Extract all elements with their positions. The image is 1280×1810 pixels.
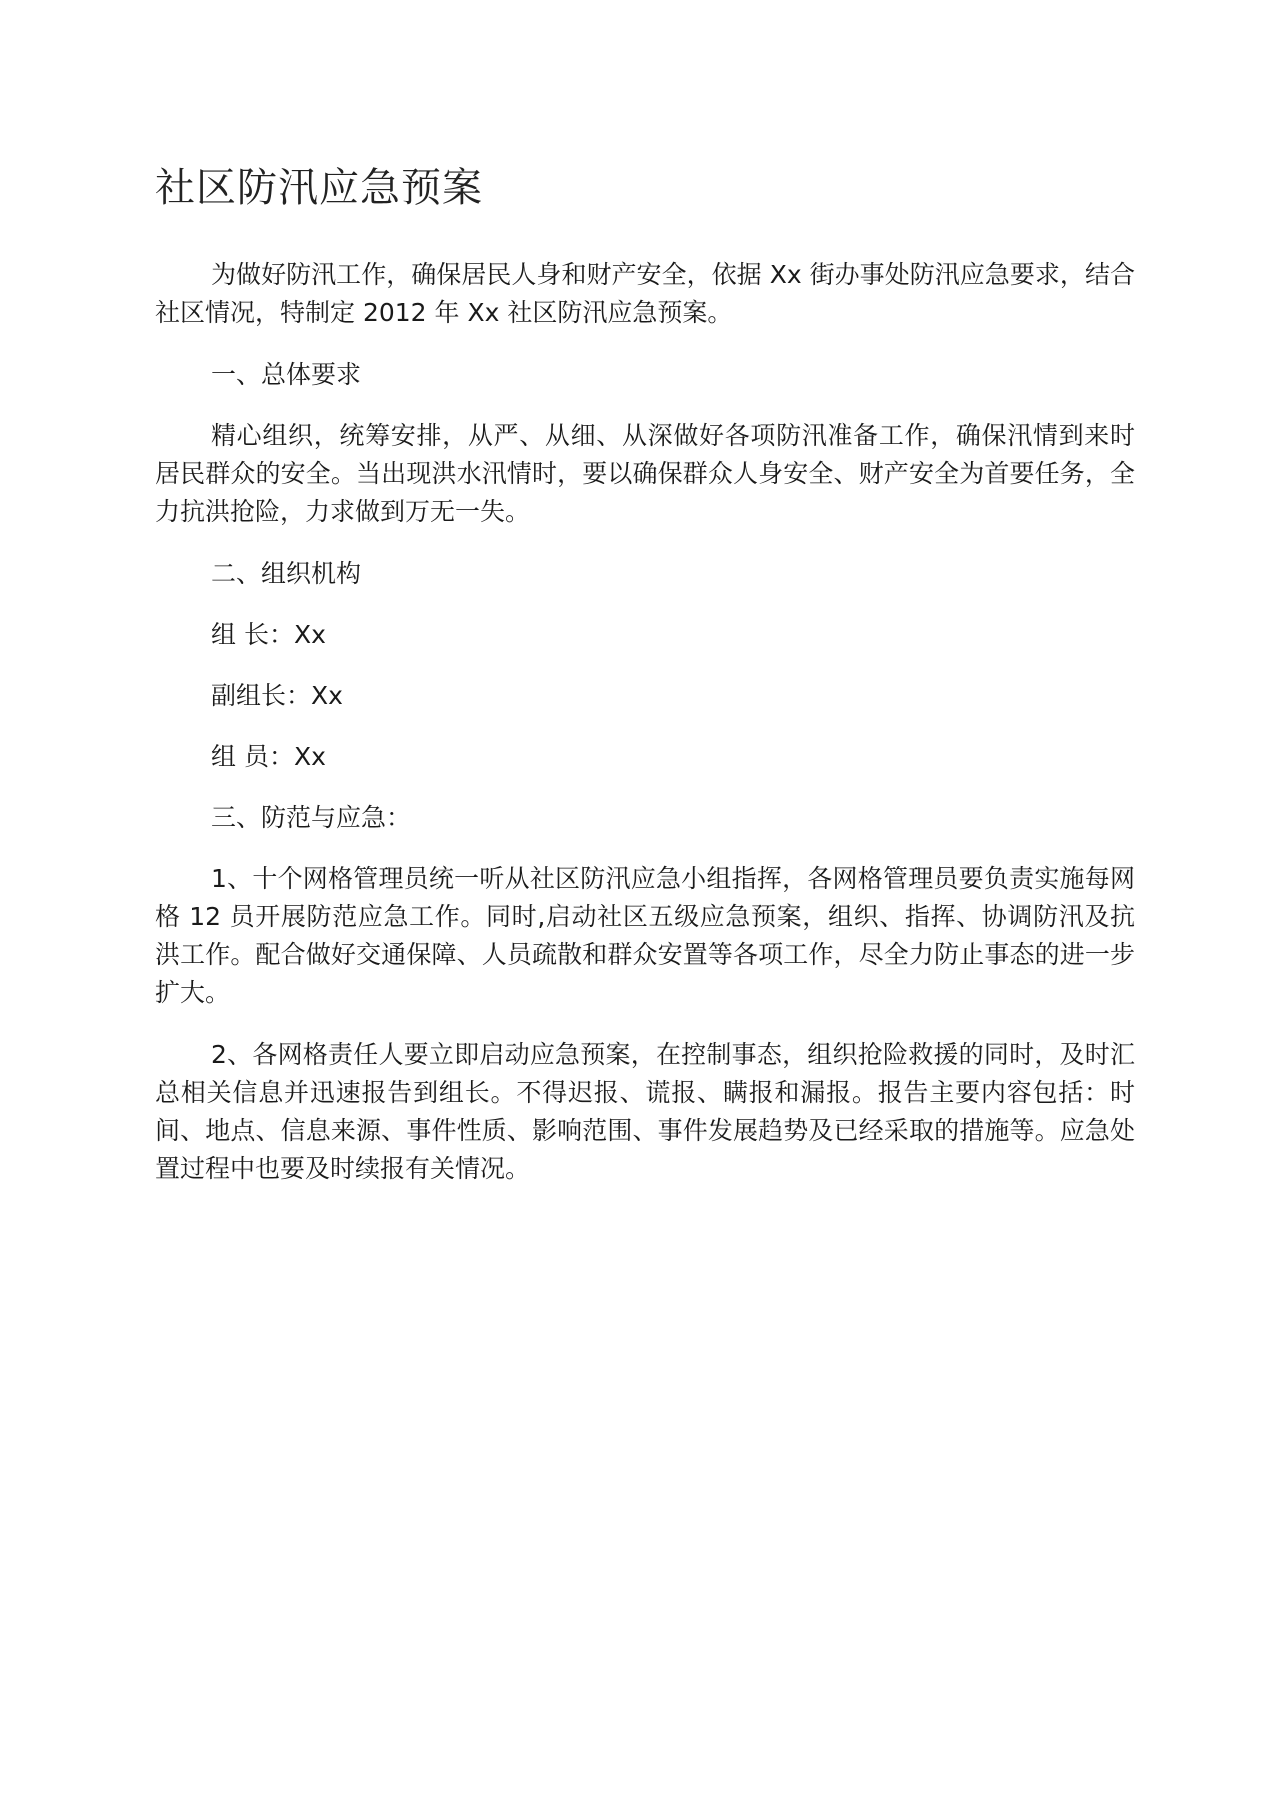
team-leader-line: 组 长：Xx [211, 620, 326, 649]
general-requirements-paragraph: 精心组织，统筹安排，从严、从细、从深做好各项防汛准备工作，确保汛情到来时居民群众的安全。当出现洪水汛情时，要以确保群众人身安全、财产安全为首要任务，全力抗洪抢险，力求做到万无一失。 [155, 421, 1135, 526]
section-heading-prevention-emergency: 三、防范与应急： [211, 803, 412, 832]
document-title: 社区防汛应急预案 [155, 165, 483, 211]
section-heading-organization: 二、组织机构 [211, 559, 362, 588]
intro-paragraph: 为做好防汛工作，确保居民人身和财产安全，依据 Xx 街办事处防汛应急要求，结合社区情况，特制定 2012 年 Xx 社区防汛应急预案。 [155, 260, 1135, 327]
team-member-line: 组 员：Xx [211, 742, 326, 771]
document-body [155, 256, 1135, 1212]
section-heading-general-requirements: 一、总体要求 [211, 360, 362, 389]
deputy-leader-line: 副组长：Xx [211, 681, 343, 710]
emergency-item-2: 2、各网格责任人要立即启动应急预案，在控制事态，组织抢险救援的同时，及时汇总相关信息并迅速报告到组长。不得迟报、谎报、瞒报和漏报。报告主要内容包括：时间、地点、信息来源、事件性质、影响范围、事件发展趋势及已经采取的措施等。应急处置过程中也要及时续报有关情况。 [155, 1040, 1135, 1183]
emergency-item-1: 1、十个网格管理员统一听从社区防汛应急小组指挥，各网格管理员要负责实施每网格 12 员开展防范应急工作。同时,启动社区五级应急预案，组织、指挥、协调防汛及抗洪工作。配合做好交通保障、人员疏散和群众安置等各项工作，尽全力防止事态的进一步扩大。 [155, 864, 1135, 1007]
